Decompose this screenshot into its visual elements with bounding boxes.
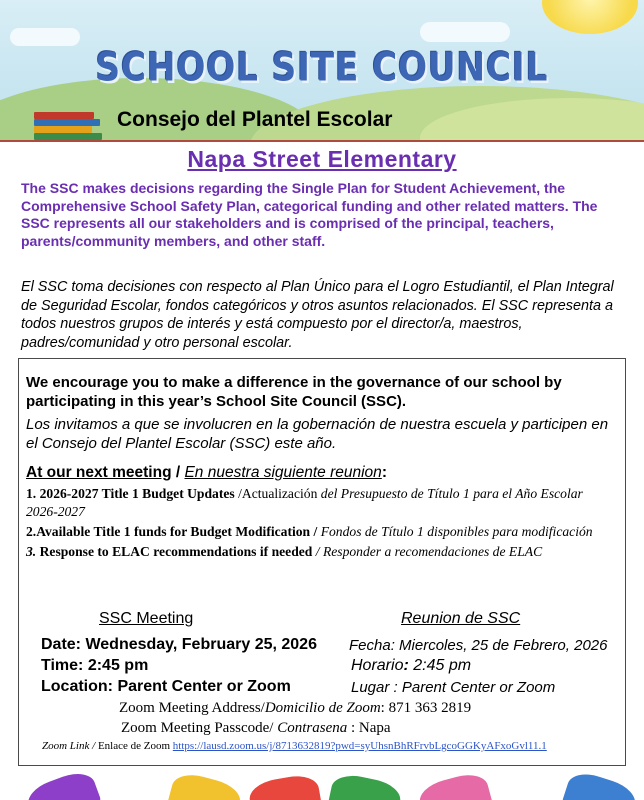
zoom-passcode-value: : Napa bbox=[347, 720, 391, 736]
agenda-item-number: 3. bbox=[26, 544, 40, 559]
agenda-item-english: Response to ELAC recommendations if needed bbox=[39, 544, 316, 559]
footer-hands-graphic bbox=[0, 770, 644, 800]
agenda-item-spanish: Fondos de Título 1 disponibles para modificación bbox=[320, 524, 593, 539]
cloud-graphic bbox=[10, 28, 80, 46]
meeting-location-en: Location: Parent Center or Zoom bbox=[41, 678, 291, 695]
hand-icon bbox=[561, 770, 640, 800]
intro-english: The SSC makes decisions regarding the Single Plan for Student Achievement, the Comprehensive School Safety Plan, categorical funding and other related matters. The SSC represents all our stakeholders and is comprised of the principal, teachers, parents/community members, and other staff. bbox=[21, 180, 598, 249]
zoom-link-label-es: Enlace de Zoom bbox=[97, 740, 173, 752]
meeting-date-es: Fecha: Miercoles, 25 de Febrero, 2026 bbox=[349, 637, 608, 654]
divider bbox=[0, 140, 644, 142]
hand-icon bbox=[247, 772, 323, 800]
header-banner bbox=[0, 0, 644, 141]
zoom-address-label: Zoom Meeting Address/ bbox=[119, 700, 265, 716]
zoom-link-label: Zoom Link / bbox=[42, 740, 98, 752]
meeting-heading-en: SSC Meeting bbox=[99, 610, 194, 627]
agenda-item bbox=[26, 523, 616, 541]
meeting-time-es bbox=[351, 657, 471, 675]
zoom-link[interactable]: https://lausd.zoom.us/j/8713632819?pwd=syUhsnBhRFrvbLgcoGGKyAFxoGvl11.1 bbox=[172, 740, 547, 752]
agenda-item-separator: / bbox=[315, 544, 323, 559]
next-meeting-separator: / bbox=[171, 464, 185, 481]
encourage-english: We encourage you to make a difference in the governance of our school by participating in this year’s School Site Council (SSC). bbox=[26, 374, 562, 410]
meeting-heading-es: Reunion de SSC bbox=[401, 610, 521, 627]
agenda-item-number: 2. bbox=[26, 524, 37, 539]
next-meeting-label-es: En nuestra siguiente reunion bbox=[184, 464, 382, 481]
next-meeting-label-en: At our next meeting bbox=[26, 464, 172, 481]
meeting-time-en: Time: 2:45 pm bbox=[41, 657, 149, 674]
zoom-address-label-es: Domicilio de Zoom bbox=[264, 700, 381, 716]
agenda-item-english: 2026-2027 Title 1 Budget Updates bbox=[39, 486, 239, 501]
banner-title: SCHOOL SITE COUNCIL bbox=[95, 45, 549, 91]
agenda-list bbox=[26, 485, 616, 563]
intro-spanish: El SSC toma decisiones con respecto al Plan Único para el Logro Estudiantil, el Plan Integral de Seguridad Escolar, fondos categóricos y otros asuntos relacionados. El SSC representa a todos nuestros grupos de interés y está compuesto por el director/a, maestros, padres/comunidad y otro personal escolar. bbox=[21, 279, 614, 351]
time-es-value: 2:45 pm bbox=[408, 657, 472, 674]
next-meeting-colon: : bbox=[381, 464, 387, 481]
agenda-item-spanish: del Presupuesto de Título 1 para el Año Escolar 2026-2027 bbox=[26, 486, 583, 519]
books-icon bbox=[34, 110, 104, 140]
hand-icon bbox=[327, 771, 404, 800]
school-name: Napa Street Elementary bbox=[187, 146, 457, 172]
hand-icon bbox=[166, 770, 244, 800]
agenda-item-spanish: Actualización bbox=[241, 486, 321, 501]
next-meeting-heading bbox=[26, 464, 387, 482]
hand-icon bbox=[23, 770, 102, 800]
cloud-graphic bbox=[420, 22, 510, 42]
agenda-item bbox=[26, 543, 616, 561]
agenda-item-separator: / bbox=[238, 486, 242, 501]
agenda-item-english: Available Title 1 funds for Budget Modification bbox=[36, 524, 314, 539]
agenda-item-separator: / bbox=[313, 524, 321, 539]
zoom-passcode bbox=[121, 720, 391, 737]
banner-subtitle: Consejo del Plantel Escolar bbox=[117, 108, 393, 131]
zoom-passcode-label: Zoom Meeting Passcode/ bbox=[121, 720, 278, 736]
encourage-spanish: Los invitamos a que se involucren en la gobernación de nuestra escuela y participen en el Consejo del Plantel Escolar (SSC) este año. bbox=[26, 416, 609, 452]
zoom-link-row bbox=[42, 740, 547, 752]
zoom-address bbox=[119, 700, 471, 717]
meeting-date-en: Date: Wednesday, February 25, 2026 bbox=[41, 636, 317, 653]
time-es-colon: : bbox=[403, 657, 409, 674]
agenda-item-number: 1. bbox=[26, 486, 40, 501]
sun-graphic bbox=[542, 0, 638, 34]
meeting-location-es: Lugar : Parent Center or Zoom bbox=[351, 679, 556, 696]
agenda-item bbox=[26, 485, 616, 521]
zoom-address-value: : 871 363 2819 bbox=[380, 700, 472, 716]
agenda-item-spanish: Responder a recomendaciones de ELAC bbox=[322, 544, 543, 559]
time-es-label: Horario bbox=[351, 657, 404, 674]
zoom-passcode-label-es: Contrasena bbox=[277, 720, 348, 736]
hand-icon bbox=[416, 770, 494, 800]
